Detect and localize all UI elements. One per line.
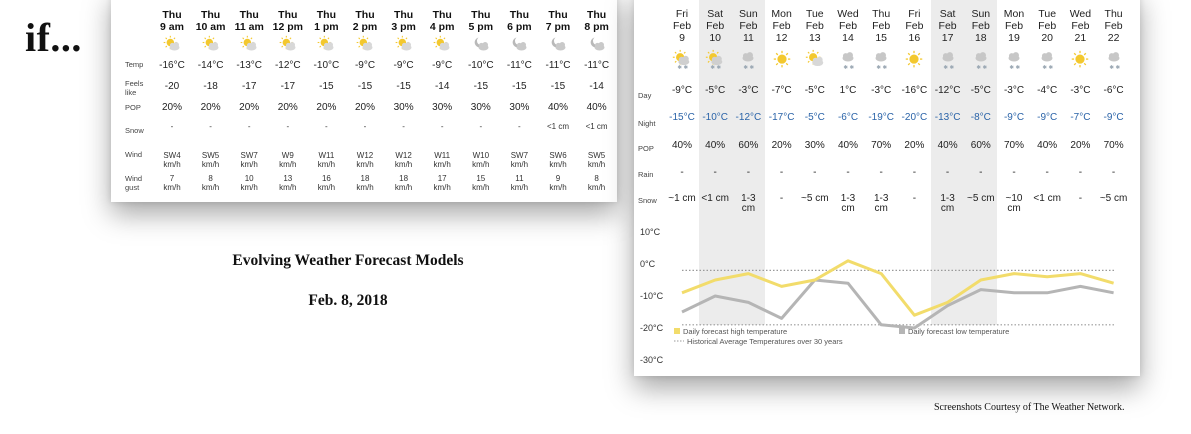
- rain-value: -: [1012, 167, 1016, 178]
- night-temp: -12°C: [735, 112, 762, 123]
- wind-value: W10: [472, 151, 490, 160]
- column-day: Thu: [278, 9, 298, 21]
- pop-value: 20%: [904, 140, 925, 151]
- svg-text:✱ ✱: ✱ ✱: [876, 65, 888, 71]
- wind-value: W12: [356, 151, 374, 160]
- snow-value: -: [779, 193, 784, 204]
- gust-value: 16: [321, 174, 331, 183]
- gust-unit: km/h: [279, 183, 297, 192]
- caption-title: Evolving Weather Forecast Models: [232, 252, 464, 269]
- column-day: Thu: [548, 9, 568, 21]
- night-temp: -9°C: [1037, 112, 1058, 123]
- snow-value: ~5 cm: [1099, 193, 1128, 204]
- gust-value: 9: [555, 174, 561, 183]
- column-day: Thu: [239, 9, 259, 21]
- snow-value: ~5 cm: [967, 193, 995, 204]
- pop-value: 70%: [1103, 140, 1124, 151]
- gust-value: 11: [515, 174, 524, 183]
- snow-value: <1 cm: [585, 122, 608, 131]
- wind-unit: km/h: [163, 160, 181, 169]
- column-time: 1 pm: [314, 21, 339, 33]
- svg-text:✱ ✱: ✱ ✱: [1109, 65, 1120, 71]
- sun-cloud-icon: [355, 35, 375, 60]
- column-dow: Tue: [805, 8, 824, 20]
- pop-value: 40%: [837, 140, 859, 151]
- wind-unit: km/h: [394, 160, 413, 169]
- pop-value: 40%: [671, 140, 693, 151]
- sun-cloud-icon: [432, 35, 452, 60]
- pop-value: 40%: [547, 102, 569, 113]
- rain-value: -: [746, 167, 751, 178]
- wind-unit: km/h: [433, 160, 451, 169]
- svg-text:✱ ✱: ✱ ✱: [710, 65, 722, 71]
- temp-value: -9°C: [432, 60, 453, 71]
- column-date: 9: [679, 32, 685, 44]
- rain-value: -: [846, 167, 850, 178]
- column-date: 15: [875, 32, 888, 44]
- feels-like-value: -17: [241, 81, 257, 92]
- rain-value: -: [1078, 167, 1083, 178]
- gust-unit: km/h: [433, 183, 451, 192]
- wind-value: SW5: [201, 151, 220, 160]
- column-month: Feb: [1071, 20, 1090, 32]
- pop-value: 20%: [1070, 140, 1091, 151]
- snow-value: 1-3 cm: [940, 193, 955, 214]
- y-tick-label: 10°C: [640, 227, 661, 237]
- rain-value: -: [779, 167, 784, 178]
- day-temp: -12°C: [934, 85, 961, 96]
- pop-value: 40%: [705, 140, 726, 151]
- gust-value: 7: [169, 174, 175, 183]
- snow-value: -: [912, 193, 917, 204]
- day-temp: -3°C: [738, 85, 759, 96]
- temp-value: -11°C: [545, 60, 571, 71]
- rain-value: -: [680, 167, 684, 178]
- night-temp: -13°C: [934, 112, 961, 123]
- cloud-snow-icon: [1036, 49, 1058, 76]
- temp-value: -14°C: [197, 60, 224, 71]
- column-time: 3 pm: [391, 21, 416, 33]
- wind-value: W11: [318, 151, 335, 160]
- snow-value: 1-3 cm: [741, 193, 756, 214]
- wind-unit: km/h: [472, 160, 490, 169]
- rain-value: -: [1111, 167, 1116, 178]
- high-temp-series-line: [682, 261, 1114, 315]
- sun-cloud-icon: [316, 35, 336, 60]
- temp-value: -9°C: [354, 60, 376, 71]
- cloud-snow-icon: [937, 49, 959, 76]
- column-dow: Fri: [908, 8, 921, 20]
- snow-value: 1-3 cm: [873, 193, 889, 214]
- cloud-sun-icon: [671, 49, 693, 76]
- pop-value: 20%: [771, 140, 792, 151]
- column-month: Feb: [971, 20, 990, 32]
- column-date: 14: [842, 32, 854, 44]
- temperature-chart: [634, 218, 1140, 378]
- column-month: Feb: [1038, 20, 1057, 32]
- pop-value: 30%: [470, 102, 491, 113]
- column-date: 20: [1041, 32, 1054, 44]
- pop-value: 20%: [200, 102, 221, 113]
- moon-cloud-icon: [509, 35, 529, 60]
- wind-value: SW4: [163, 151, 181, 160]
- column-day: Thu: [200, 9, 221, 21]
- day-temp: -3°C: [871, 85, 892, 96]
- y-tick-label: 0°C: [640, 259, 656, 269]
- snow-value: -: [479, 122, 483, 131]
- column-month: Feb: [905, 20, 924, 32]
- sun-cloud-icon: [162, 35, 182, 60]
- snow-value: -: [170, 122, 174, 131]
- sun-icon: [1069, 49, 1091, 76]
- wind-unit: km/h: [317, 160, 336, 169]
- day-temp: -5°C: [705, 85, 726, 96]
- snow-value: ~10 cm: [1005, 193, 1023, 214]
- gust-value: 18: [399, 174, 409, 183]
- svg-text:✱ ✱: ✱ ✱: [743, 65, 755, 71]
- gust-value: 8: [594, 174, 599, 183]
- column-time: 12 pm: [272, 21, 303, 33]
- column-time: 8 pm: [584, 21, 609, 33]
- column-time: 11 am: [234, 21, 264, 33]
- pop-value: 30%: [509, 102, 530, 113]
- column-month: Feb: [938, 20, 957, 32]
- temp-value: -12°C: [274, 60, 301, 71]
- pop-value: 40%: [586, 102, 607, 113]
- pop-value: 30%: [432, 102, 453, 113]
- temp-value: -10°C: [467, 60, 494, 71]
- column-time: 2 pm: [352, 21, 378, 33]
- snow-value: <1 cm: [701, 193, 729, 204]
- column-month: Feb: [706, 20, 725, 32]
- column-date: 22: [1107, 32, 1120, 44]
- rain-value: -: [813, 167, 817, 178]
- svg-text:✱ ✱: ✱ ✱: [943, 65, 954, 71]
- day-temp: -9°C: [671, 85, 693, 96]
- column-time: 9 am: [160, 21, 184, 33]
- pop-value: 20%: [354, 102, 376, 113]
- sun-cloud-icon: [278, 35, 298, 60]
- svg-text:✱ ✱: ✱ ✱: [1009, 65, 1021, 71]
- legend-low-swatch: [899, 328, 905, 334]
- feels-like-value: -20: [164, 81, 180, 92]
- night-temp: -20°C: [901, 112, 928, 123]
- wind-unit: km/h: [240, 160, 258, 169]
- wind-unit: km/h: [201, 160, 220, 169]
- column-month: Feb: [872, 20, 891, 32]
- gust-unit: km/h: [356, 183, 374, 192]
- pop-value: 20%: [316, 102, 337, 113]
- column-dow: Sat: [707, 8, 724, 20]
- snow-value: -: [1078, 193, 1083, 204]
- svg-text:✱ ✱: ✱ ✱: [976, 65, 987, 71]
- pop-value: 60%: [970, 140, 991, 151]
- night-temp: -9°C: [1103, 112, 1124, 123]
- night-temp: -5°C: [804, 112, 825, 123]
- row-label-pop: POP: [638, 144, 654, 153]
- row-label-wind-gust: Wind gust: [125, 174, 143, 192]
- column-day: Thu: [162, 9, 182, 21]
- gust-unit: km/h: [472, 183, 490, 192]
- temp-value: -16°C: [159, 60, 185, 71]
- column-dow: Thu: [872, 8, 891, 20]
- day-temp: -5°C: [970, 85, 991, 96]
- feels-like-value: -14: [589, 81, 604, 92]
- cloud-snow-icon: [1003, 49, 1025, 76]
- y-tick-label: -10°C: [640, 291, 664, 301]
- moon-cloud-icon: [548, 35, 568, 60]
- feels-like-value: -15: [473, 81, 489, 92]
- column-month: Feb: [672, 20, 692, 32]
- snow-value: <1 cm: [1033, 193, 1061, 204]
- snow-value: -: [518, 122, 521, 131]
- cloud-snow-icon: [737, 49, 759, 76]
- column-day: Thu: [432, 9, 452, 21]
- column-date: 21: [1074, 32, 1087, 44]
- snow-value: ~5 cm: [801, 193, 829, 204]
- column-time: 10 am: [195, 21, 226, 33]
- sun-cloud-icon: [394, 35, 414, 60]
- column-date: 11: [742, 32, 754, 44]
- column-dow: Mon: [1003, 8, 1025, 20]
- snow-value: -: [247, 122, 251, 131]
- day-temp: -7°C: [771, 85, 792, 96]
- day-temp: -3°C: [1003, 85, 1025, 96]
- column-date: 12: [775, 32, 788, 44]
- column-time: 7 pm: [545, 21, 571, 33]
- legend-high-label: Daily forecast high temperature: [683, 327, 788, 336]
- rain-value: -: [1045, 167, 1049, 178]
- night-temp: -8°C: [970, 112, 991, 123]
- column-month: Feb: [805, 20, 824, 32]
- svg-text:✱ ✱: ✱ ✱: [677, 65, 689, 71]
- column-date: 10: [709, 32, 722, 44]
- snow-value: -: [402, 122, 405, 131]
- snow-value: 1-3 cm: [840, 193, 856, 214]
- caption-date: Feb. 8, 2018: [308, 292, 388, 309]
- snow-value: -: [325, 122, 328, 131]
- gust-value: 13: [283, 174, 293, 183]
- snow-value: <1 cm: [546, 122, 570, 131]
- legend-high-swatch: [674, 328, 680, 334]
- column-dow: Mon: [771, 8, 792, 20]
- feels-like-value: -15: [357, 81, 373, 92]
- column-dow: Wed: [837, 8, 859, 20]
- gust-unit: km/h: [317, 183, 336, 192]
- night-temp: -17°C: [768, 112, 795, 123]
- pop-value: 30%: [804, 140, 825, 151]
- cloud-snow-icon: [1103, 49, 1125, 76]
- gust-unit: km/h: [549, 183, 567, 192]
- sun-icon: [771, 49, 793, 76]
- wind-unit: km/h: [510, 160, 529, 169]
- column-time: 6 pm: [507, 21, 532, 33]
- column-date: 17: [941, 32, 954, 44]
- column-month: Feb: [1104, 20, 1123, 32]
- gust-unit: km/h: [201, 183, 220, 192]
- night-temp: -6°C: [837, 112, 859, 123]
- column-time: 5 pm: [468, 21, 494, 33]
- column-date: 18: [974, 32, 987, 44]
- row-label-feels-like: Feels like: [125, 79, 144, 97]
- heading: if...: [25, 15, 82, 60]
- credit-text: Screenshots Courtesy of The Weather Network.: [934, 402, 1125, 413]
- column-day: Thu: [355, 9, 375, 21]
- row-label-temp: Temp: [125, 60, 144, 69]
- temp-value: -11°C: [506, 60, 532, 71]
- column-month: Feb: [1004, 20, 1024, 32]
- wind-value: SW7: [240, 151, 258, 160]
- wind-value: SW7: [510, 151, 529, 160]
- column-day: Thu: [393, 9, 414, 21]
- column-dow: Sun: [971, 8, 991, 20]
- y-tick-label: -20°C: [640, 323, 664, 333]
- wind-unit: km/h: [279, 160, 297, 169]
- column-date: 16: [908, 32, 921, 44]
- column-dow: Tue: [1038, 8, 1057, 20]
- feels-like-value: -14: [434, 81, 450, 92]
- row-label-night: Night: [638, 119, 656, 128]
- day-temp: -6°C: [1103, 85, 1124, 96]
- column-dow: Sat: [939, 8, 956, 20]
- column-dow: Thu: [1104, 8, 1123, 20]
- night-temp: -19°C: [868, 112, 895, 123]
- sun-cloud-icon: [201, 35, 221, 60]
- pop-value: 70%: [1003, 140, 1025, 151]
- gust-value: 10: [244, 174, 254, 183]
- day-temp: -16°C: [901, 85, 928, 96]
- snow-value: -: [286, 122, 290, 131]
- snow-value: ~1 cm: [668, 193, 696, 204]
- snow-value: -: [363, 122, 367, 131]
- snow-value: -: [209, 122, 212, 131]
- row-label-rain: Rain: [638, 170, 654, 179]
- wind-unit: km/h: [356, 160, 374, 169]
- cloud-snow-icon: [870, 49, 892, 76]
- row-label-pop: POP: [125, 103, 141, 112]
- column-day: Thu: [471, 9, 491, 21]
- day-temp: 1°C: [839, 85, 857, 96]
- feels-like-value: -18: [203, 81, 218, 92]
- snow-value: -: [440, 122, 444, 131]
- gust-unit: km/h: [587, 183, 606, 192]
- wind-value: W11: [434, 151, 451, 160]
- pop-value: 40%: [1037, 140, 1058, 151]
- low-temp-series-line: [682, 280, 1114, 328]
- column-dow: Wed: [1069, 8, 1092, 20]
- cloud-snow-icon: [837, 49, 859, 76]
- night-temp: -10°C: [702, 112, 729, 123]
- gust-value: 17: [437, 174, 447, 183]
- temp-value: -11°C: [584, 60, 610, 71]
- sun-icon: [903, 49, 925, 76]
- row-label-snow: Snow: [638, 196, 657, 205]
- wind-value: W9: [281, 151, 294, 160]
- temp-value: -13°C: [236, 60, 263, 71]
- column-dow: Sun: [739, 8, 758, 20]
- column-time: 4 pm: [429, 21, 455, 33]
- column-date: 19: [1008, 32, 1020, 44]
- rain-value: -: [912, 167, 917, 178]
- row-label-snow: Snow: [125, 126, 144, 135]
- cloud-snow-icon: [970, 49, 992, 76]
- hourly-forecast-card: [111, 0, 617, 202]
- daily-forecast-card: [634, 0, 1140, 376]
- column-day: Thu: [316, 9, 337, 21]
- night-temp: -7°C: [1070, 112, 1091, 123]
- row-label-day: Day: [638, 91, 652, 100]
- wind-value: SW6: [549, 151, 567, 160]
- wind-value: W12: [395, 151, 412, 160]
- gust-unit: km/h: [163, 183, 181, 192]
- column-month: Feb: [772, 20, 791, 32]
- rain-value: -: [713, 167, 717, 178]
- row-label-wind: Wind: [125, 150, 143, 159]
- svg-text:✱ ✱: ✱ ✱: [843, 65, 855, 71]
- moon-cloud-icon: [587, 35, 607, 60]
- column-dow: Fri: [675, 8, 689, 20]
- pop-value: 20%: [277, 102, 298, 113]
- feels-like-value: -15: [396, 81, 411, 92]
- feels-like-value: -15: [319, 81, 334, 92]
- day-temp: -4°C: [1037, 85, 1058, 96]
- sun-cloud-icon: [804, 49, 826, 76]
- pop-value: 20%: [239, 102, 260, 113]
- temp-value: -10°C: [313, 60, 340, 71]
- gust-unit: km/h: [240, 183, 258, 192]
- day-temp: -3°C: [1070, 85, 1091, 96]
- legend-low-label: Daily forecast low temperature: [908, 327, 1010, 336]
- night-temp: -15°C: [669, 112, 695, 123]
- sun-cloud-icon: [239, 35, 259, 60]
- column-day: Thu: [586, 9, 607, 21]
- wind-unit: km/h: [587, 160, 606, 169]
- wind-value: SW5: [587, 151, 606, 160]
- pop-value: 60%: [738, 140, 759, 151]
- day-temp: -5°C: [804, 85, 825, 96]
- pop-value: 20%: [161, 102, 183, 113]
- rain-value: -: [945, 167, 950, 178]
- night-temp: -9°C: [1003, 112, 1025, 123]
- column-date: 13: [808, 32, 821, 44]
- moon-cloud-icon: [471, 35, 491, 60]
- gust-unit: km/h: [394, 183, 413, 192]
- cloud-sun-icon: [704, 49, 726, 76]
- column-month: Feb: [838, 20, 858, 32]
- column-month: Feb: [739, 20, 758, 32]
- pop-value: 30%: [393, 102, 414, 113]
- feels-like-value: -15: [550, 81, 566, 92]
- column-day: Thu: [509, 9, 530, 21]
- temp-value: -9°C: [393, 60, 414, 71]
- feels-like-value: -17: [280, 81, 296, 92]
- rain-value: -: [879, 167, 883, 178]
- pop-value: 70%: [871, 140, 892, 151]
- feels-like-value: -15: [512, 81, 527, 92]
- pop-value: 40%: [937, 140, 958, 151]
- svg-text:✱ ✱: ✱ ✱: [1042, 65, 1054, 71]
- legend-historical-label: Historical Average Temperatures over 30 years: [687, 337, 843, 346]
- gust-value: 8: [208, 174, 213, 183]
- gust-value: 18: [360, 174, 370, 183]
- y-tick-label: -30°C: [640, 355, 664, 365]
- wind-unit: km/h: [549, 160, 567, 169]
- gust-unit: km/h: [510, 183, 529, 192]
- gust-value: 15: [476, 174, 486, 183]
- rain-value: -: [979, 167, 983, 178]
